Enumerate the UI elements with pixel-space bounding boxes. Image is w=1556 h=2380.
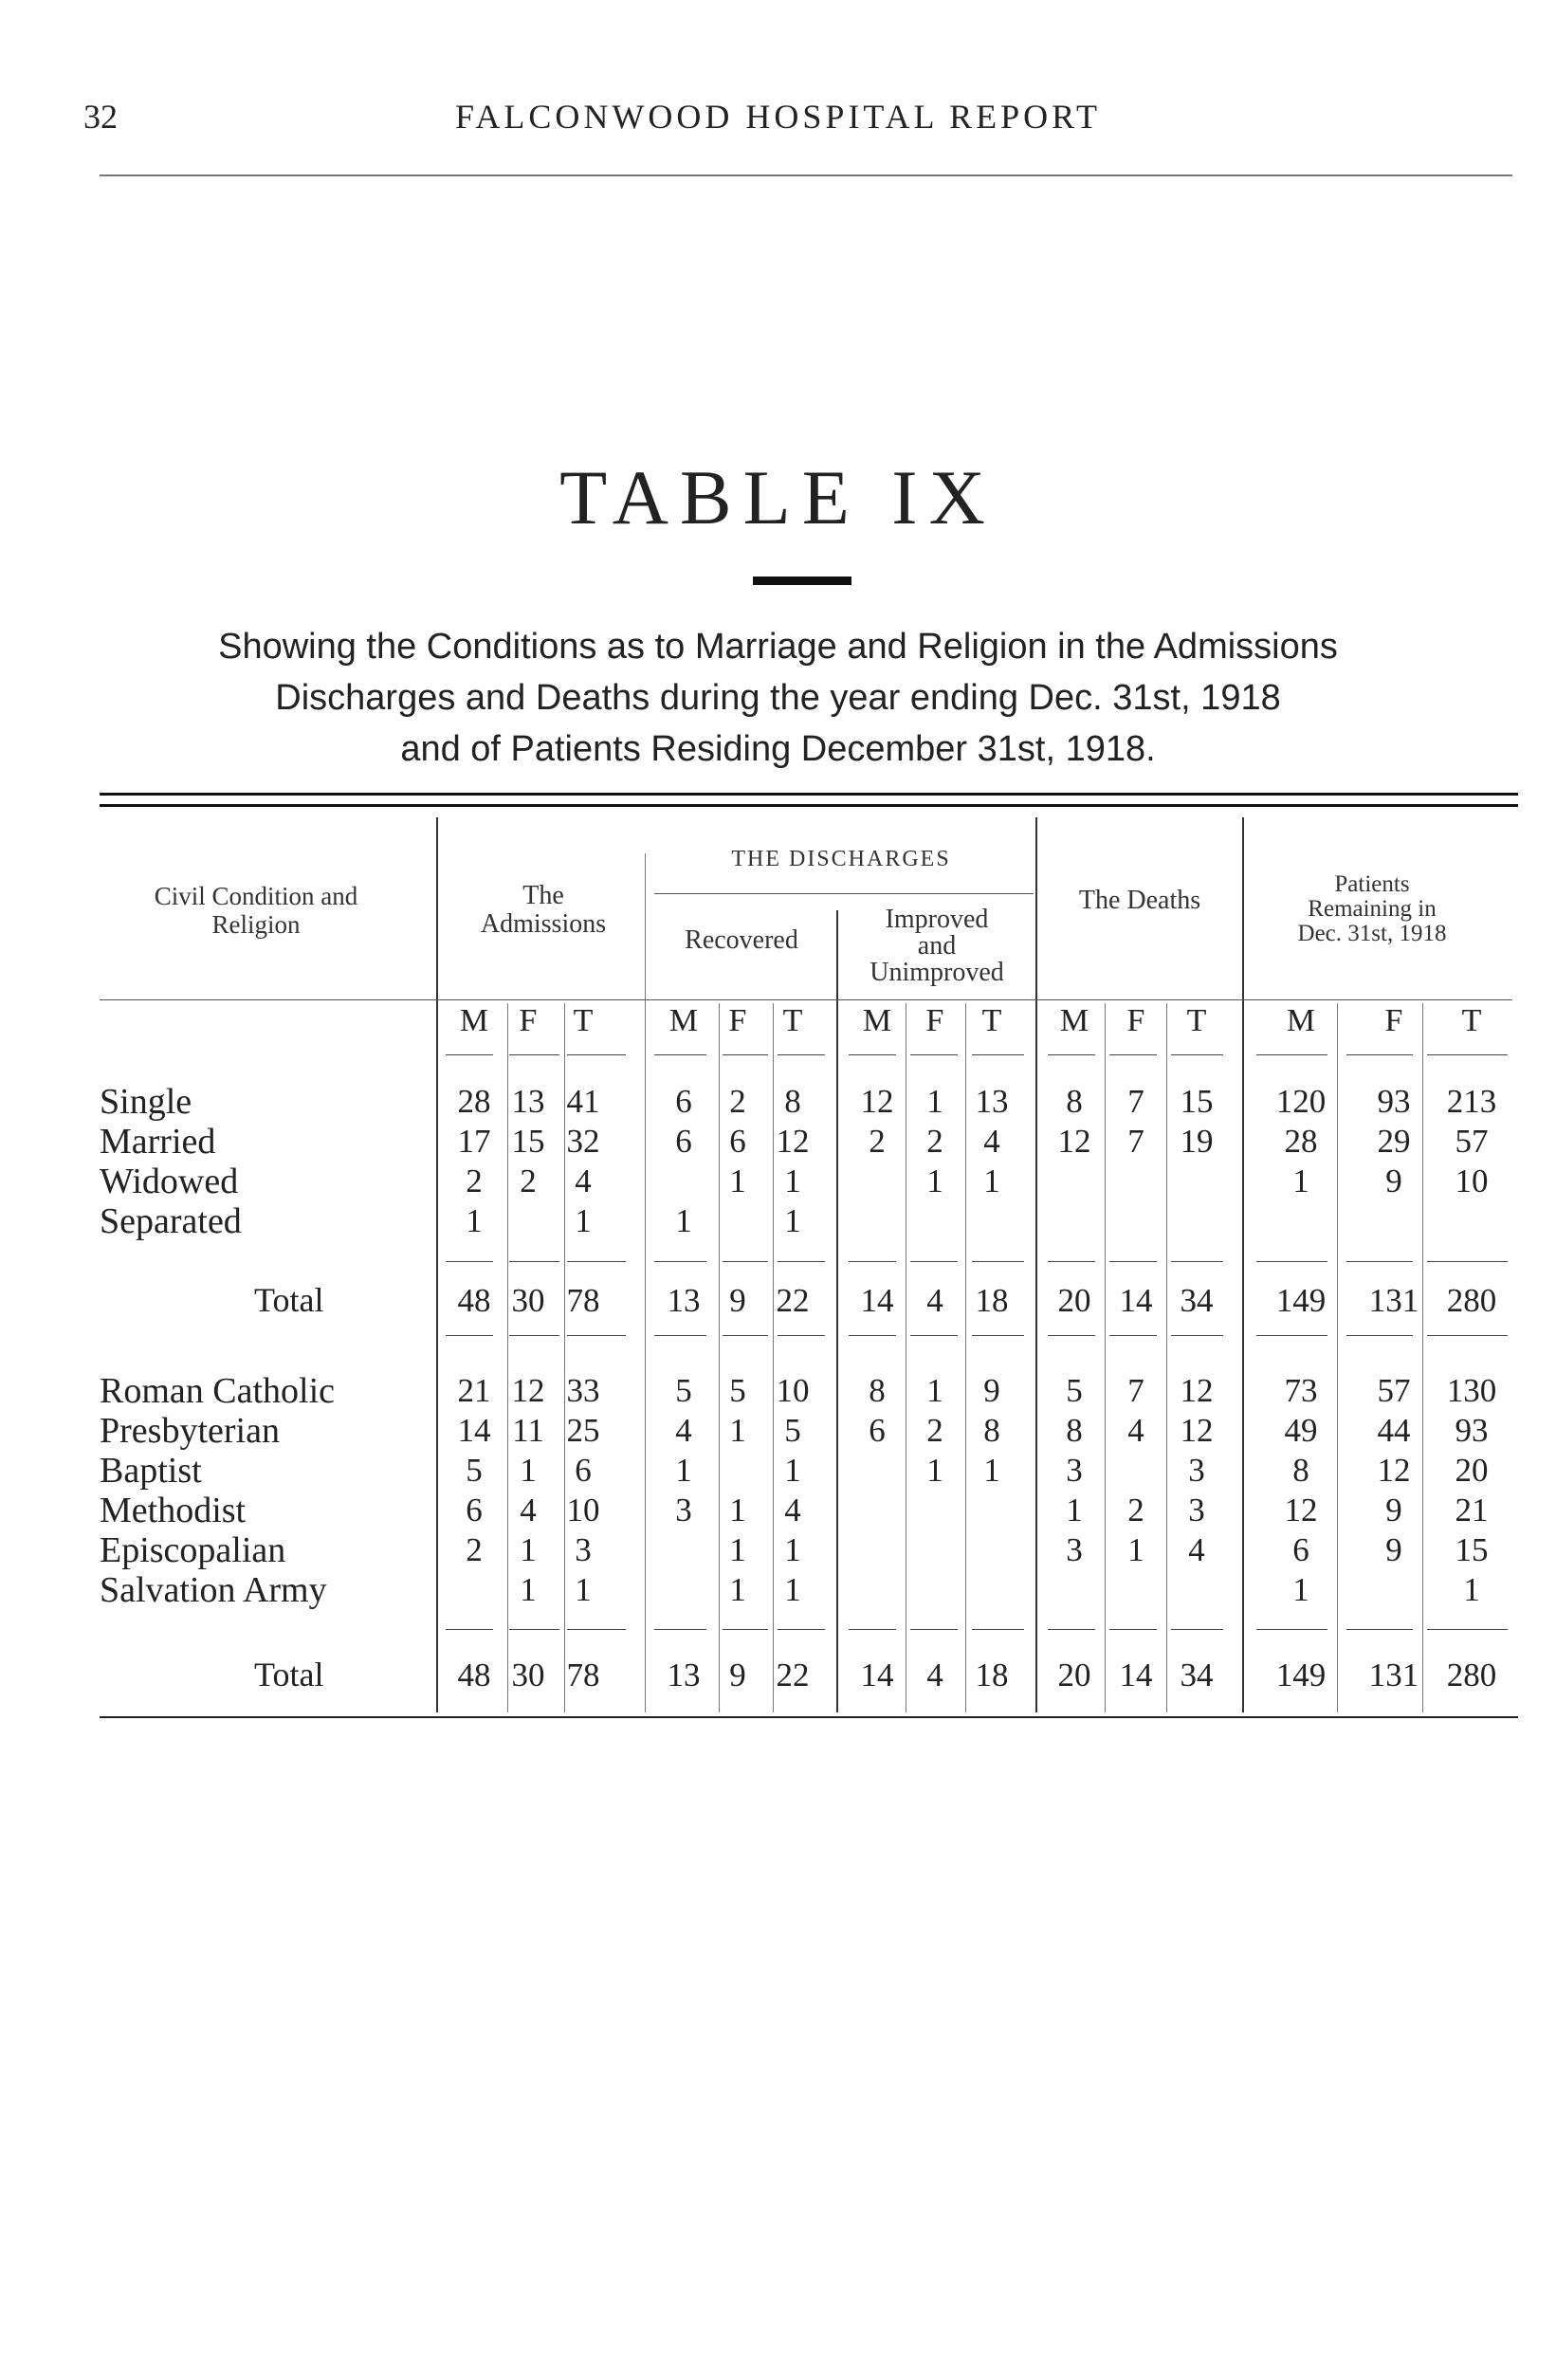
civil-row-single-recovered-t: 8 <box>784 1083 801 1120</box>
religion-total-dash-rule <box>1256 1629 1327 1630</box>
civil-row-married-deaths-m: 12 <box>1057 1123 1091 1160</box>
religion-row-roman-catholic-admissions-f: 12 <box>511 1372 545 1409</box>
religion-row-roman-catholic-improved-t: 9 <box>983 1372 1000 1409</box>
divider-admissions <box>436 817 438 1712</box>
civil-total-bottom-dash-rule <box>1427 1335 1508 1336</box>
religion-row-baptist-admissions-t: 6 <box>575 1452 592 1489</box>
civil-total-recovered-t: 22 <box>776 1282 810 1319</box>
religion-total-dash-rule <box>1427 1629 1508 1630</box>
religion-total-remaining-m: 149 <box>1275 1657 1327 1693</box>
row-label-header <box>104 882 408 939</box>
religion-total-admissions-m: 48 <box>457 1657 491 1693</box>
civil-row-single-deaths-f: 7 <box>1127 1083 1144 1120</box>
religion-row-methodist-remaining-m: 12 <box>1284 1492 1318 1529</box>
civil-row-widowed-admissions-t: 4 <box>575 1163 592 1199</box>
religion-row-roman-catholic-admissions-t: 33 <box>566 1372 600 1409</box>
religion-row-methodist-remaining-t: 21 <box>1455 1492 1489 1529</box>
civil-total-dash-rule <box>972 1261 1024 1262</box>
religion-row-presbyterian-label: Presbyterian <box>100 1411 280 1451</box>
civil-row-single-recovered-m: 6 <box>675 1083 692 1120</box>
header-dash-rule <box>778 1054 825 1055</box>
civil-total-dash-rule <box>778 1261 825 1262</box>
civil-total-dash-rule <box>723 1261 768 1262</box>
subheader-admissions-f: F <box>519 1003 538 1038</box>
religion-row-methodist-deaths-f: 2 <box>1127 1492 1144 1529</box>
religion-row-roman-catholic-deaths-m: 5 <box>1066 1372 1083 1409</box>
religion-total-dash-rule <box>509 1629 559 1630</box>
religion-total-dash-rule <box>654 1629 706 1630</box>
religion-row-salvation-army-label: Salvation Army <box>100 1570 327 1610</box>
religion-total-dash-rule <box>446 1629 493 1630</box>
religion-total-admissions-f: 30 <box>511 1657 545 1693</box>
civil-total-bottom-dash-rule <box>1109 1335 1157 1336</box>
religion-total-label: Total <box>254 1656 324 1693</box>
civil-total-deaths-f: 14 <box>1119 1282 1153 1319</box>
religion-row-roman-catholic-recovered-m: 5 <box>675 1372 692 1409</box>
civil-total-remaining-m: 149 <box>1275 1282 1327 1319</box>
civil-row-single-improved-m: 12 <box>860 1083 894 1120</box>
civil-total-improved-m: 14 <box>860 1282 894 1319</box>
header-dash-rule <box>1427 1054 1508 1055</box>
title-underline <box>753 577 851 585</box>
remaining-header-line-3: Dec. 31st, 1918 <box>1297 921 1447 946</box>
religion-row-roman-catholic-admissions-m: 21 <box>457 1372 491 1409</box>
religion-row-presbyterian-admissions-f: 11 <box>512 1412 544 1449</box>
admissions-header <box>444 882 643 939</box>
row-label-header-line-1: Civil Condition and <box>154 882 358 910</box>
admissions-header-line-2: Admissions <box>480 909 607 939</box>
religion-total-dash-rule <box>1346 1629 1413 1630</box>
subheader-improved-t: T <box>981 1003 1002 1038</box>
religion-row-presbyterian-recovered-m: 4 <box>675 1412 692 1449</box>
civil-row-widowed-remaining-f: 9 <box>1385 1163 1402 1199</box>
religion-row-presbyterian-improved-m: 6 <box>869 1412 886 1449</box>
subheader-recovered-t: T <box>782 1003 803 1038</box>
remaining-header-line-1: Patients <box>1334 871 1410 897</box>
religion-row-methodist-recovered-m: 3 <box>675 1492 692 1529</box>
remaining-header <box>1244 872 1500 946</box>
civil-row-single-remaining-f: 93 <box>1377 1083 1411 1120</box>
civil-total-dash-rule <box>1256 1261 1327 1262</box>
header-dash-rule <box>446 1054 493 1055</box>
civil-row-widowed-recovered-t: 1 <box>784 1163 801 1199</box>
religion-row-roman-catholic-deaths-t: 12 <box>1180 1372 1214 1409</box>
religion-row-episcopalian-admissions-f: 1 <box>520 1531 537 1568</box>
civil-total-dash-rule <box>567 1261 626 1262</box>
religion-total-deaths-t: 34 <box>1180 1657 1214 1693</box>
civil-total-bottom-dash-rule <box>1346 1335 1413 1336</box>
civil-total-dash-rule <box>849 1261 896 1262</box>
improved-header <box>838 906 1035 986</box>
table-top-rule-inner <box>100 804 1518 807</box>
header-bottom-rule <box>100 999 1512 1000</box>
religion-row-presbyterian-admissions-t: 25 <box>566 1412 600 1449</box>
admissions-header-line-1: The <box>522 881 564 910</box>
religion-row-salvation-army-admissions-f: 1 <box>520 1571 537 1608</box>
civil-total-bottom-dash-rule <box>972 1335 1024 1336</box>
religion-row-baptist-deaths-m: 3 <box>1066 1452 1083 1489</box>
civil-row-single-admissions-m: 28 <box>457 1083 491 1120</box>
running-title: FALCONWOOD HOSPITAL REPORT <box>455 98 1101 136</box>
civil-row-married-admissions-f: 15 <box>511 1123 545 1160</box>
civil-total-recovered-m: 13 <box>667 1282 701 1319</box>
table-subtitle <box>95 621 1461 775</box>
header-dash-rule <box>1256 1054 1327 1055</box>
religion-row-episcopalian-deaths-m: 3 <box>1066 1531 1083 1568</box>
religion-total-dash-rule <box>567 1629 626 1630</box>
religion-total-improved-t: 18 <box>975 1657 1009 1693</box>
religion-total-remaining-f: 131 <box>1368 1657 1419 1693</box>
religion-row-salvation-army-recovered-f: 1 <box>729 1571 746 1608</box>
recovered-header: Recovered <box>685 925 798 955</box>
subheader-remaining-m: M <box>1286 1003 1316 1038</box>
civil-row-single-improved-f: 1 <box>926 1083 943 1120</box>
religion-row-episcopalian-remaining-f: 9 <box>1385 1531 1402 1568</box>
religion-row-episcopalian-deaths-t: 4 <box>1188 1531 1205 1568</box>
header-dash-rule <box>509 1054 559 1055</box>
civil-row-married-improved-f: 2 <box>926 1123 943 1160</box>
civil-row-widowed-improved-f: 1 <box>926 1163 943 1199</box>
civil-total-bottom-dash-rule <box>910 1335 958 1336</box>
header-dash-rule <box>1109 1054 1157 1055</box>
civil-total-dash-rule <box>1171 1261 1223 1262</box>
religion-row-methodist-deaths-m: 1 <box>1066 1492 1083 1529</box>
civil-total-dash-rule <box>1048 1261 1095 1262</box>
subheader-admissions-m: M <box>459 1003 489 1038</box>
civil-total-improved-f: 4 <box>926 1282 943 1319</box>
discharges-header: THE DISCHARGES <box>731 847 951 871</box>
civil-row-married-deaths-t: 19 <box>1180 1123 1214 1160</box>
subheader-deaths-f: F <box>1126 1003 1145 1038</box>
civil-row-separated-admissions-m: 1 <box>466 1202 483 1239</box>
header-dash-rule <box>910 1054 958 1055</box>
civil-total-dash-rule <box>446 1261 493 1262</box>
subheader-improved-f: F <box>925 1003 944 1038</box>
civil-total-bottom-dash-rule <box>446 1335 493 1336</box>
civil-total-bottom-dash-rule <box>778 1335 825 1336</box>
civil-row-single-improved-t: 13 <box>975 1083 1009 1120</box>
religion-total-remaining-t: 280 <box>1446 1657 1497 1693</box>
civil-total-remaining-f: 131 <box>1368 1282 1419 1319</box>
civil-row-separated-recovered-t: 1 <box>784 1202 801 1239</box>
religion-row-baptist-label: Baptist <box>100 1451 202 1491</box>
religion-row-presbyterian-recovered-t: 5 <box>784 1412 801 1449</box>
table-top-rule <box>100 793 1518 796</box>
civil-row-single-remaining-t: 213 <box>1446 1083 1497 1120</box>
religion-total-dash-rule <box>972 1629 1024 1630</box>
religion-row-baptist-recovered-t: 1 <box>784 1452 801 1489</box>
divider-deaths <box>1035 817 1037 1712</box>
civil-total-deaths-t: 34 <box>1180 1282 1214 1319</box>
civil-row-single-deaths-t: 15 <box>1180 1083 1214 1120</box>
religion-row-roman-catholic-remaining-t: 130 <box>1446 1372 1497 1409</box>
civil-total-dash-rule <box>1427 1261 1508 1262</box>
civil-row-widowed-improved-t: 1 <box>983 1163 1000 1199</box>
religion-total-dash-rule <box>910 1629 958 1630</box>
header-dash-rule <box>1048 1054 1095 1055</box>
civil-row-married-improved-t: 4 <box>983 1123 1000 1160</box>
civil-total-bottom-dash-rule <box>1171 1335 1223 1336</box>
religion-row-presbyterian-admissions-m: 14 <box>457 1412 491 1449</box>
religion-row-salvation-army-remaining-t: 1 <box>1463 1571 1480 1608</box>
civil-total-dash-rule <box>509 1261 559 1262</box>
civil-total-deaths-m: 20 <box>1057 1282 1091 1319</box>
religion-row-episcopalian-label: Episcopalian <box>100 1530 286 1570</box>
religion-row-baptist-improved-t: 1 <box>983 1452 1000 1489</box>
header-dash-rule <box>1346 1054 1413 1055</box>
civil-row-married-admissions-m: 17 <box>457 1123 491 1160</box>
civil-total-dash-rule <box>910 1261 958 1262</box>
religion-row-roman-catholic-deaths-f: 7 <box>1127 1372 1144 1409</box>
religion-row-baptist-remaining-m: 8 <box>1292 1452 1309 1489</box>
civil-row-separated-admissions-t: 1 <box>575 1202 592 1239</box>
religion-row-episcopalian-remaining-m: 6 <box>1292 1531 1309 1568</box>
religion-row-roman-catholic-label: Roman Catholic <box>100 1371 336 1411</box>
header-rule <box>100 174 1512 176</box>
religion-row-methodist-remaining-f: 9 <box>1385 1492 1402 1529</box>
subheader-admissions-t: T <box>573 1003 594 1038</box>
civil-total-bottom-dash-rule <box>849 1335 896 1336</box>
religion-row-roman-catholic-remaining-m: 73 <box>1284 1372 1318 1409</box>
civil-row-single-deaths-m: 8 <box>1066 1083 1083 1120</box>
religion-row-presbyterian-deaths-m: 8 <box>1066 1412 1083 1449</box>
remaining-header-line-2: Remaining in <box>1308 896 1437 922</box>
religion-row-presbyterian-deaths-f: 4 <box>1127 1412 1144 1449</box>
religion-row-episcopalian-admissions-t: 3 <box>575 1531 592 1568</box>
civil-total-admissions-t: 78 <box>566 1282 600 1319</box>
subtitle-line-2: Discharges and Deaths during the year ending Dec. 31st, 1918 <box>275 678 1281 718</box>
religion-row-roman-catholic-improved-f: 1 <box>926 1372 943 1409</box>
civil-row-single-remaining-m: 120 <box>1275 1083 1327 1120</box>
civil-row-married-label: Married <box>100 1122 216 1162</box>
civil-row-widowed-admissions-f: 2 <box>520 1163 537 1199</box>
religion-row-episcopalian-deaths-f: 1 <box>1127 1531 1144 1568</box>
religion-row-methodist-recovered-t: 4 <box>784 1492 801 1529</box>
religion-row-methodist-label: Methodist <box>100 1491 247 1530</box>
religion-row-methodist-admissions-t: 10 <box>566 1492 600 1529</box>
civil-row-single-label: Single <box>100 1082 192 1122</box>
religion-total-dash-rule <box>1171 1629 1223 1630</box>
religion-row-presbyterian-remaining-f: 44 <box>1377 1412 1411 1449</box>
civil-row-married-admissions-t: 32 <box>566 1123 600 1160</box>
civil-total-remaining-t: 280 <box>1446 1282 1497 1319</box>
civil-row-widowed-remaining-m: 1 <box>1292 1163 1309 1199</box>
religion-total-dash-rule <box>1109 1629 1157 1630</box>
religion-total-deaths-m: 20 <box>1057 1657 1091 1693</box>
religion-total-deaths-f: 14 <box>1119 1657 1153 1693</box>
header-dash-rule <box>654 1054 706 1055</box>
religion-row-presbyterian-improved-t: 8 <box>983 1412 1000 1449</box>
divider-discharges <box>645 853 646 1712</box>
improved-header-line-2: and <box>917 931 957 961</box>
religion-row-baptist-deaths-t: 3 <box>1188 1452 1205 1489</box>
religion-row-baptist-remaining-f: 12 <box>1377 1452 1411 1489</box>
religion-total-improved-m: 14 <box>860 1657 894 1693</box>
religion-row-presbyterian-remaining-m: 49 <box>1284 1412 1318 1449</box>
civil-total-label: Total <box>254 1281 324 1319</box>
religion-total-admissions-t: 78 <box>566 1657 600 1693</box>
religion-row-methodist-admissions-m: 6 <box>466 1492 483 1529</box>
religion-row-episcopalian-remaining-t: 15 <box>1455 1531 1489 1568</box>
subheader-recovered-m: M <box>668 1003 699 1038</box>
civil-total-bottom-dash-rule <box>1048 1335 1095 1336</box>
civil-row-married-deaths-f: 7 <box>1127 1123 1144 1160</box>
subheader-deaths-t: T <box>1186 1003 1207 1038</box>
religion-row-episcopalian-recovered-t: 1 <box>784 1531 801 1568</box>
table-bottom-rule <box>100 1716 1518 1718</box>
religion-row-roman-catholic-recovered-t: 10 <box>776 1372 810 1409</box>
header-dash-rule <box>723 1054 768 1055</box>
civil-row-married-recovered-f: 6 <box>729 1123 746 1160</box>
religion-total-dash-rule <box>1048 1629 1095 1630</box>
religion-total-recovered-f: 9 <box>729 1657 746 1693</box>
civil-total-bottom-dash-rule <box>723 1335 768 1336</box>
civil-row-widowed-remaining-t: 10 <box>1455 1163 1489 1199</box>
subheader-remaining-t: T <box>1461 1003 1482 1038</box>
religion-row-episcopalian-admissions-m: 2 <box>466 1531 483 1568</box>
civil-row-married-recovered-t: 12 <box>776 1123 810 1160</box>
religion-row-salvation-army-remaining-m: 1 <box>1292 1571 1309 1608</box>
civil-row-separated-label: Separated <box>100 1201 242 1241</box>
row-label-header-line-2: Religion <box>211 910 301 939</box>
divider-recovered <box>836 910 838 1712</box>
civil-total-admissions-m: 48 <box>457 1282 491 1319</box>
religion-row-episcopalian-recovered-f: 1 <box>729 1531 746 1568</box>
civil-row-single-admissions-f: 13 <box>511 1083 545 1120</box>
civil-total-admissions-f: 30 <box>511 1282 545 1319</box>
header-dash-rule <box>849 1054 896 1055</box>
improved-header-line-3: Unimproved <box>870 958 1004 987</box>
religion-row-baptist-improved-f: 1 <box>926 1452 943 1489</box>
civil-row-widowed-recovered-f: 1 <box>729 1163 746 1199</box>
subtitle-line-1: Showing the Conditions as to Marriage and Religion in the Admissions <box>218 627 1338 667</box>
improved-header-line-1: Improved <box>885 905 989 934</box>
civil-total-bottom-dash-rule <box>567 1335 626 1336</box>
civil-row-widowed-admissions-m: 2 <box>466 1163 483 1199</box>
religion-row-methodist-deaths-t: 3 <box>1188 1492 1205 1529</box>
religion-total-dash-rule <box>849 1629 896 1630</box>
civil-row-married-improved-m: 2 <box>869 1123 886 1160</box>
civil-total-dash-rule <box>1346 1261 1413 1262</box>
religion-row-baptist-remaining-t: 20 <box>1455 1452 1489 1489</box>
civil-total-bottom-dash-rule <box>654 1335 706 1336</box>
civil-total-bottom-dash-rule <box>1256 1335 1327 1336</box>
civil-row-single-recovered-f: 2 <box>729 1083 746 1120</box>
civil-total-dash-rule <box>1109 1261 1157 1262</box>
subheader-improved-m: M <box>862 1003 892 1038</box>
subheader-remaining-f: F <box>1384 1003 1403 1038</box>
religion-row-presbyterian-improved-f: 2 <box>926 1412 943 1449</box>
religion-row-presbyterian-recovered-f: 1 <box>729 1412 746 1449</box>
religion-row-roman-catholic-improved-m: 8 <box>869 1372 886 1409</box>
religion-total-dash-rule <box>778 1629 825 1630</box>
civil-total-dash-rule <box>654 1261 706 1262</box>
subheader-deaths-m: M <box>1059 1003 1089 1038</box>
religion-row-baptist-admissions-f: 1 <box>520 1452 537 1489</box>
page-number: 32 <box>83 98 118 136</box>
religion-row-salvation-army-admissions-t: 1 <box>575 1571 592 1608</box>
subheader-recovered-f: F <box>728 1003 747 1038</box>
religion-total-recovered-t: 22 <box>776 1657 810 1693</box>
religion-row-salvation-army-recovered-t: 1 <box>784 1571 801 1608</box>
religion-row-roman-catholic-remaining-f: 57 <box>1377 1372 1411 1409</box>
divider-remaining <box>1242 817 1244 1712</box>
religion-total-recovered-m: 13 <box>667 1657 701 1693</box>
civil-row-separated-recovered-m: 1 <box>675 1202 692 1239</box>
religion-total-dash-rule <box>723 1629 768 1630</box>
civil-total-improved-t: 18 <box>975 1282 1009 1319</box>
civil-total-bottom-dash-rule <box>509 1335 559 1336</box>
religion-row-baptist-admissions-m: 5 <box>466 1452 483 1489</box>
civil-row-married-remaining-m: 28 <box>1284 1123 1318 1160</box>
civil-row-single-admissions-t: 41 <box>566 1083 600 1120</box>
subtitle-line-3: and of Patients Residing December 31st, 1918. <box>400 729 1156 769</box>
religion-row-methodist-admissions-f: 4 <box>520 1492 537 1529</box>
religion-row-presbyterian-remaining-t: 93 <box>1455 1412 1489 1449</box>
civil-row-married-remaining-t: 57 <box>1455 1123 1489 1160</box>
religion-row-methodist-recovered-f: 1 <box>729 1492 746 1529</box>
deaths-header: The Deaths <box>1078 886 1201 915</box>
table-title: TABLE IX <box>559 454 997 540</box>
civil-row-widowed-label: Widowed <box>100 1162 239 1201</box>
religion-row-presbyterian-deaths-t: 12 <box>1180 1412 1214 1449</box>
header-dash-rule <box>1171 1054 1223 1055</box>
header-dash-rule <box>567 1054 626 1055</box>
civil-row-married-remaining-f: 29 <box>1377 1123 1411 1160</box>
religion-row-roman-catholic-recovered-f: 5 <box>729 1372 746 1409</box>
discharges-rule <box>654 893 1034 894</box>
header-dash-rule <box>972 1054 1024 1055</box>
civil-total-recovered-f: 9 <box>729 1282 746 1319</box>
civil-row-married-recovered-m: 6 <box>675 1123 692 1160</box>
religion-total-improved-f: 4 <box>926 1657 943 1693</box>
religion-row-baptist-recovered-m: 1 <box>675 1452 692 1489</box>
